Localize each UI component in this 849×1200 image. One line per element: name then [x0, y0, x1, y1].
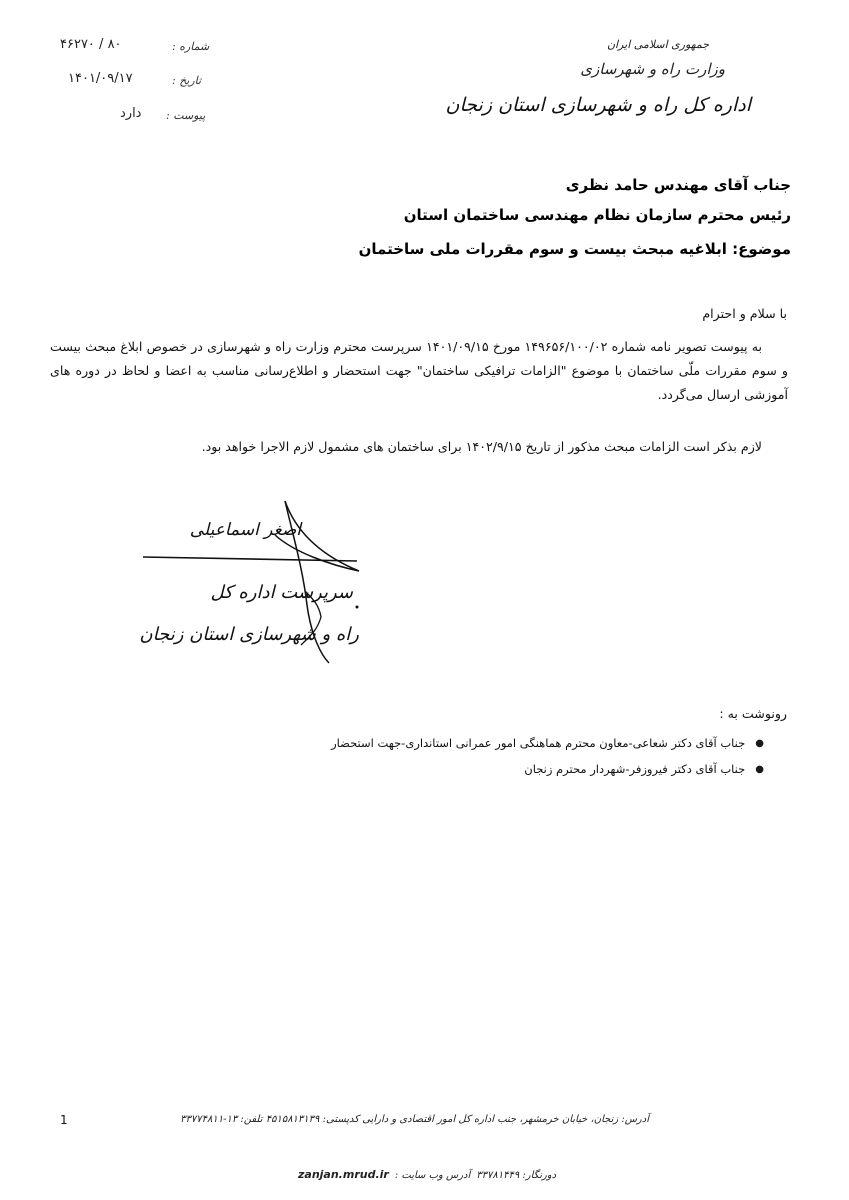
cc-item-text: جناب آقای دکتر فیروزفر-شهردار محترم زنجان — [524, 762, 746, 776]
date-label: تاریخ : — [172, 74, 202, 87]
cc-item — [331, 736, 764, 750]
page-number: 1 — [60, 1113, 68, 1127]
addressee-title: رئیس محترم سازمان نظام مهندسی ساختمان استان — [403, 206, 791, 224]
header-ministry: وزارت راه و شهرسازی — [580, 60, 725, 78]
bullet-icon: ● — [755, 763, 764, 775]
greeting: با سلام و احترام — [702, 306, 787, 321]
cc-title: رونوشت به : — [719, 706, 787, 721]
signatory-name: اصغر اسماعیلی — [189, 520, 301, 540]
letter-subject: موضوع: ابلاغیه مبحث بیست و سوم مقررات ملی ساختمان — [358, 240, 791, 258]
signatory-position-2: راه و شهرسازی استان زنجان — [139, 624, 359, 645]
cc-item — [524, 762, 764, 776]
addressee-name: جناب آقای مهندس حامد نظری — [565, 176, 791, 194]
number-value: ۸۰ / ۴۶۲۷۰ — [60, 37, 122, 52]
footer-website-label: آدرس وب سایت : — [394, 1170, 471, 1181]
attachment-label: پیوست : — [166, 109, 206, 122]
date-value: ۱۴۰۱/۰۹/۱۷ — [68, 71, 133, 86]
bullet-icon: ● — [755, 737, 764, 749]
header-directorate: اداره کل راه و شهرسازی استان زنجان — [445, 94, 751, 116]
footer-website-link[interactable]: zanjan.mrud.ir — [298, 1168, 389, 1181]
footer-fax: دورنگار: ۳۳۷۸۱۴۴۹ — [476, 1170, 557, 1181]
footer-address: آدرس: زنجان، خیابان خرمشهر، جنب اداره کل امور اقتصادی و دارایی کدپستی: ۴۵۱۵۸۱۳۱۳۹ تلفن: ۱۳-۳۳۷۷۴۸۱۱ — [180, 1114, 649, 1125]
body-paragraph-1: به پیوست تصویر نامه شماره ۱۴۹۶۵۶/۱۰۰/۰۲ مورخ ۱۴۰۱/۰۹/۱۵ سرپرست محترم وزارت راه و شهرسازی در خصوص ابلاغ مبحث بیست و سوم مقررات ملّی ساختمان با موضوع "الزامات ترافیکی ساختمان" جهت استحضار و اطلاع‌رسانی مناسب به اعضا و لحاظ در دوره های آموزشی ارسال می‌گردد. — [50, 339, 788, 402]
signatory-position-1: سرپرست اداره کل — [210, 582, 353, 603]
cc-item-text: جناب آقای دکتر شعاعی-معاون محترم هماهنگی امور عمرانی استانداری-جهت استحضار — [331, 736, 746, 750]
footer-contact — [298, 1168, 556, 1181]
body-paragraph-2: لازم بذکر است الزامات مبحث مذکور از تاریخ ۱۴۰۲/۹/۱۵ برای ساختمان های مشمول لازم الاجرا خواهد بود. — [201, 439, 762, 454]
number-label: شماره : — [172, 40, 210, 53]
attachment-value: دارد — [120, 106, 142, 121]
header-republic: جمهوری اسلامی ایران — [606, 38, 709, 51]
